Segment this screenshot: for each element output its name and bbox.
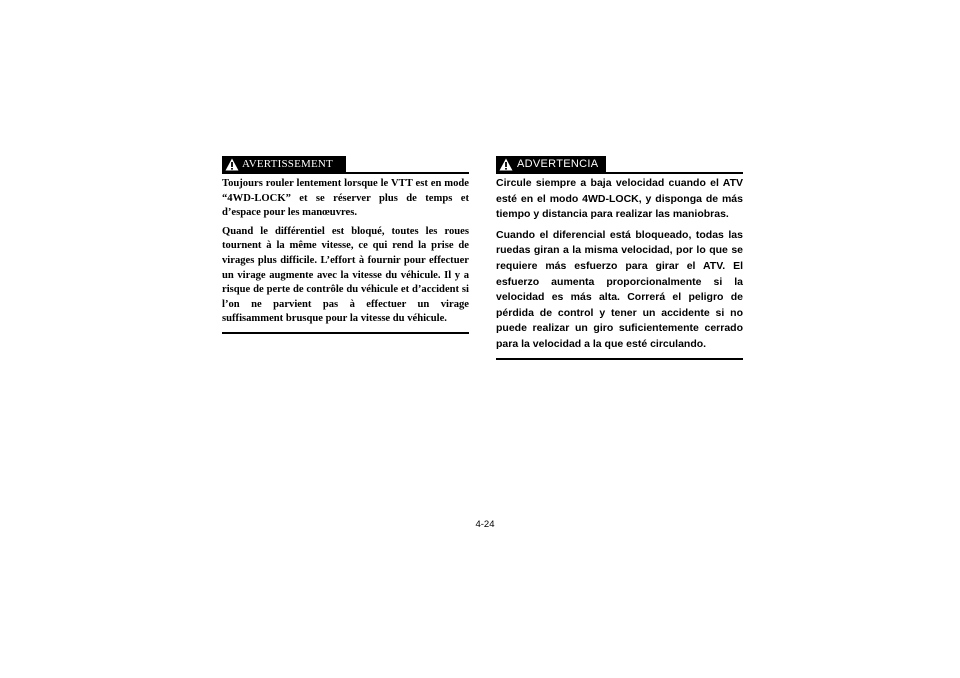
- warning-header: [222, 156, 469, 174]
- warning-bottom-rule: [222, 332, 469, 334]
- page-number: 4-24: [475, 519, 495, 530]
- warning-body: [222, 177, 469, 327]
- warning-bottom-rule: [496, 358, 743, 360]
- warning-badge: [222, 156, 346, 172]
- warning-body: [496, 176, 743, 353]
- warning-triangle-icon: [499, 158, 513, 171]
- warning-header: [496, 156, 743, 174]
- header-rule: [222, 172, 469, 174]
- warning-paragraph: Circule siempre a baja velocidad cuando el ATV esté en el modo 4WD-LOCK, y disponga de más tiempo y distancia para realizar las maniobras.: [496, 177, 743, 221]
- header-rule: [496, 172, 743, 174]
- warning-label: AVERTISSEMENT: [242, 158, 333, 170]
- warning-paragraph: Cuando el diferencial está bloqueado, todas las ruedas giran a la misma velocidad, por lo que se requiere más esfuerzo para girar el ATV. El esfuerzo aumenta proporcionalmente si la velocidad es más alta. Correrá el peligro de pérdida de control y tener un accidente si no puede realizar un giro suficientemente cerrado para la velocidad a la que esté circulando.: [496, 228, 743, 350]
- warning-badge: [496, 156, 606, 172]
- warning-box-spanish: [496, 156, 743, 360]
- warning-triangle-icon: [225, 158, 239, 171]
- warning-paragraph: Toujours rouler lentement lorsque le VTT est en mode “4WD-LOCK” et se réserver plus de temps et d’espace pour les manœuvres.: [222, 178, 469, 219]
- warning-paragraph: Quand le différentiel est bloqué, toutes les roues tournent à la même vitesse, ce qui rend la prise de virages plus difficile. L’effort à fournir pour effectuer un virage augmente avec la vitesse du véhicule. Il y a risque de perte de contrôle du véhicule et d’accident si l’on ne parvient pas à effectuer un virage suffisamment brusque pour la vitesse du véhicule.: [222, 225, 469, 325]
- warning-label: ADVERTENCIA: [517, 158, 599, 170]
- warning-box-french: [222, 156, 469, 334]
